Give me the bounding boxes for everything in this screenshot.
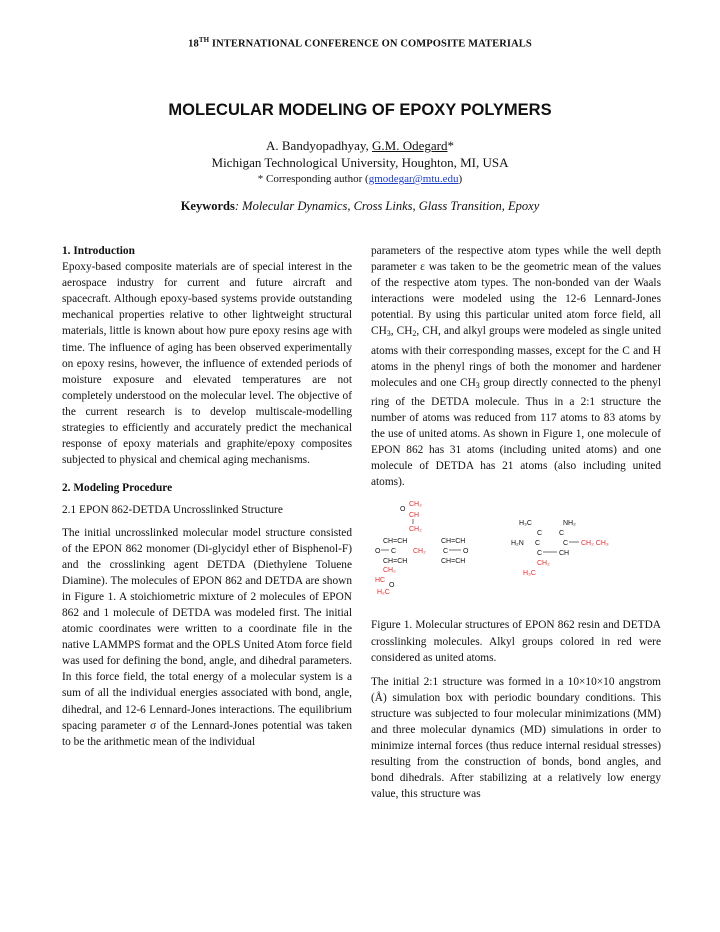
epon-862-structure bbox=[375, 501, 469, 596]
detda-h3c-bottom: H₃C bbox=[523, 570, 536, 578]
keywords bbox=[0, 199, 720, 214]
paper-title: MOLECULAR MODELING OF EPOXY POLYMERS bbox=[168, 101, 552, 119]
epon-ring2-bot: CH=CH bbox=[441, 558, 466, 566]
corresponding-author: * Corresponding author (gmodegar@mtu.edu) bbox=[257, 173, 463, 185]
epon-o-right: O bbox=[463, 548, 469, 556]
detda-c-d: C bbox=[563, 540, 569, 548]
epon-ch2-top: CH₂ bbox=[409, 501, 422, 509]
epon-ch2-a: CH₂ bbox=[409, 526, 422, 534]
detda-h2n: H₂N bbox=[511, 540, 524, 548]
detda-ch: CH bbox=[559, 550, 570, 558]
epon-o-bot: O bbox=[389, 582, 395, 590]
detda-structure bbox=[511, 520, 609, 577]
modeling-paragraph: The initial uncrosslinked molecular model structure consisted of the EPON 862 monomer (Di-glycidyl ether of Bisphenol-F) and the crosslinking agent DETDA (Diethylene Toluene Diamine). The molecules of EPON 862 and DETDA are shown in Figure 1. A stoichiometric mixture of 2 molecules of EPON 862 and 1 molecule of DETDA was modeled first. The initial atomic coordinates were written to a coordinate file in the native LAMMPS format and the OPLS United Atom force field was used for defining the bond, angle, and dihedral parameters. In this force field, the total energy of a molecular system is a sum of all the individual energies associated with bond, angle, dihedral, and 12-6 Lennard-Jones interactions. The equilibrium spacing parameter σ of the Lennard-Jones potential was taken to be the arithmetic mean of the individual bbox=[62, 526, 352, 748]
epon-o-left: O bbox=[375, 548, 381, 556]
right-column bbox=[371, 243, 661, 802]
detda-c-c: C bbox=[535, 540, 541, 548]
author-1: A. Bandyopadhyay, bbox=[266, 138, 373, 153]
epon-hc: HC bbox=[375, 577, 386, 585]
detda-ch2ch3: CH₂ CH₃ bbox=[581, 540, 609, 548]
section-heading-introduction: 1. Introduction bbox=[62, 245, 135, 257]
authors-block bbox=[0, 137, 720, 188]
author-2: G.M. Odegard bbox=[372, 138, 448, 153]
email-link[interactable]: gmodegar@mtu.edu bbox=[368, 173, 459, 185]
epon-ch2-b: CH₂ bbox=[383, 567, 396, 575]
epon-ch-top: CH bbox=[409, 512, 420, 520]
keywords-label: Keywords bbox=[180, 199, 235, 213]
simulation-paragraph: The initial 2:1 structure was formed in a 10×10×10 angstrom (Å) simulation box with periodic boundary conditions. This structure was subjected to four molecular minimizations (MM) and three molecular dynamics (MD) simulations in order to minimize internal forces (thus reduce internal residual stresses) resulting from the construction of bonds, bond angles, and bond dihedrals. After stabilizing at a relatively low energy value, this structure was bbox=[371, 675, 661, 801]
epon-ring1-bot: CH=CH bbox=[383, 558, 408, 566]
epon-ch2-mid: CH₂ bbox=[413, 548, 426, 556]
detda-c-b: C bbox=[559, 530, 565, 538]
epon-h2c: H₂C bbox=[377, 589, 390, 597]
epon-ring2-top: CH=CH bbox=[441, 538, 466, 546]
force-field-paragraph: parameters of the respective atom types while the well depth parameter ε was taken to be the geometric mean of the values of the respective atom types. The non-bonded van der Waals interactions were modeled using the 12-6 Lennard-Jones potential. By using this particular united atom force field, all $CH_3$, $CH_2$, CH, and alkyl groups were modeled as single united atoms with their corresponding masses, except for the C and H atoms in the phenyl rings of both the monomer and hardener molecules and one $CH_3$ group directly connected to the phenyl ring of the DETDA molecule. Thus in a 2:1 structure the number of atoms was reduced from 117 atoms to 83 atoms by the use of united atoms. As shown in Figure 1, one molecule of EPON 862 has 31 atoms (including united atoms) and one molecule of DETDA has 21 atoms (also including united atoms). bbox=[371, 245, 662, 489]
figure-1-molecular-structures bbox=[371, 497, 661, 617]
epon-c-right: C bbox=[443, 548, 449, 556]
epon-o-top: O bbox=[400, 506, 406, 514]
detda-h3c: H₃C bbox=[519, 520, 532, 528]
figure-1-caption: Figure 1. Molecular structures of EPON 862 resin and DETDA crosslinking molecules. Alkyl groups colored in red were considered as united atoms. bbox=[371, 619, 661, 664]
left-column bbox=[62, 243, 352, 750]
epon-ring1-top: CH=CH bbox=[383, 538, 408, 546]
section-heading-modeling: 2. Modeling Procedure bbox=[62, 482, 173, 495]
author-list: A. Bandyopadhyay, G.M. Odegard* bbox=[266, 138, 454, 153]
detda-c-e: C bbox=[537, 550, 543, 558]
intro-paragraph: Epoxy-based composite materials are of special interest in the aerospace industry for current and future aircraft and spacecraft. Although epoxy-based systems provide outstanding mechanical properties relative to other lightweight structural materials, little is known about how pure epoxy resins age with time. The influence of aging has been observed experimentally on epoxy resins, however, the influence of extended periods of moisture exposure and elevated temperatures are not completely understood on the molecular level. The objective of the current research is to develop multiscale-modelling strategies to efficiently and accurately predict the mechanical response of epoxy materials and graphite/epoxy composites subjected to physical and chemical aging mechanisms. bbox=[62, 261, 352, 467]
affiliation: Michigan Technological University, Houghton, MI, USA bbox=[211, 155, 509, 170]
conference-header: 18TH INTERNATIONAL CONFERENCE ON COMPOSITE MATERIALS bbox=[188, 36, 532, 50]
detda-c-a: C bbox=[537, 530, 543, 538]
epon-c-left: C bbox=[391, 548, 397, 556]
detda-ch2: CH₂ bbox=[537, 560, 550, 568]
keywords-list: : Molecular Dynamics, Cross Links, Glass Transition, Epoxy bbox=[234, 199, 540, 213]
detda-nh2-top: NH₂ bbox=[563, 520, 576, 528]
subsection-heading: 2.1 EPON 862-DETDA Uncrosslinked Structure bbox=[62, 504, 283, 517]
